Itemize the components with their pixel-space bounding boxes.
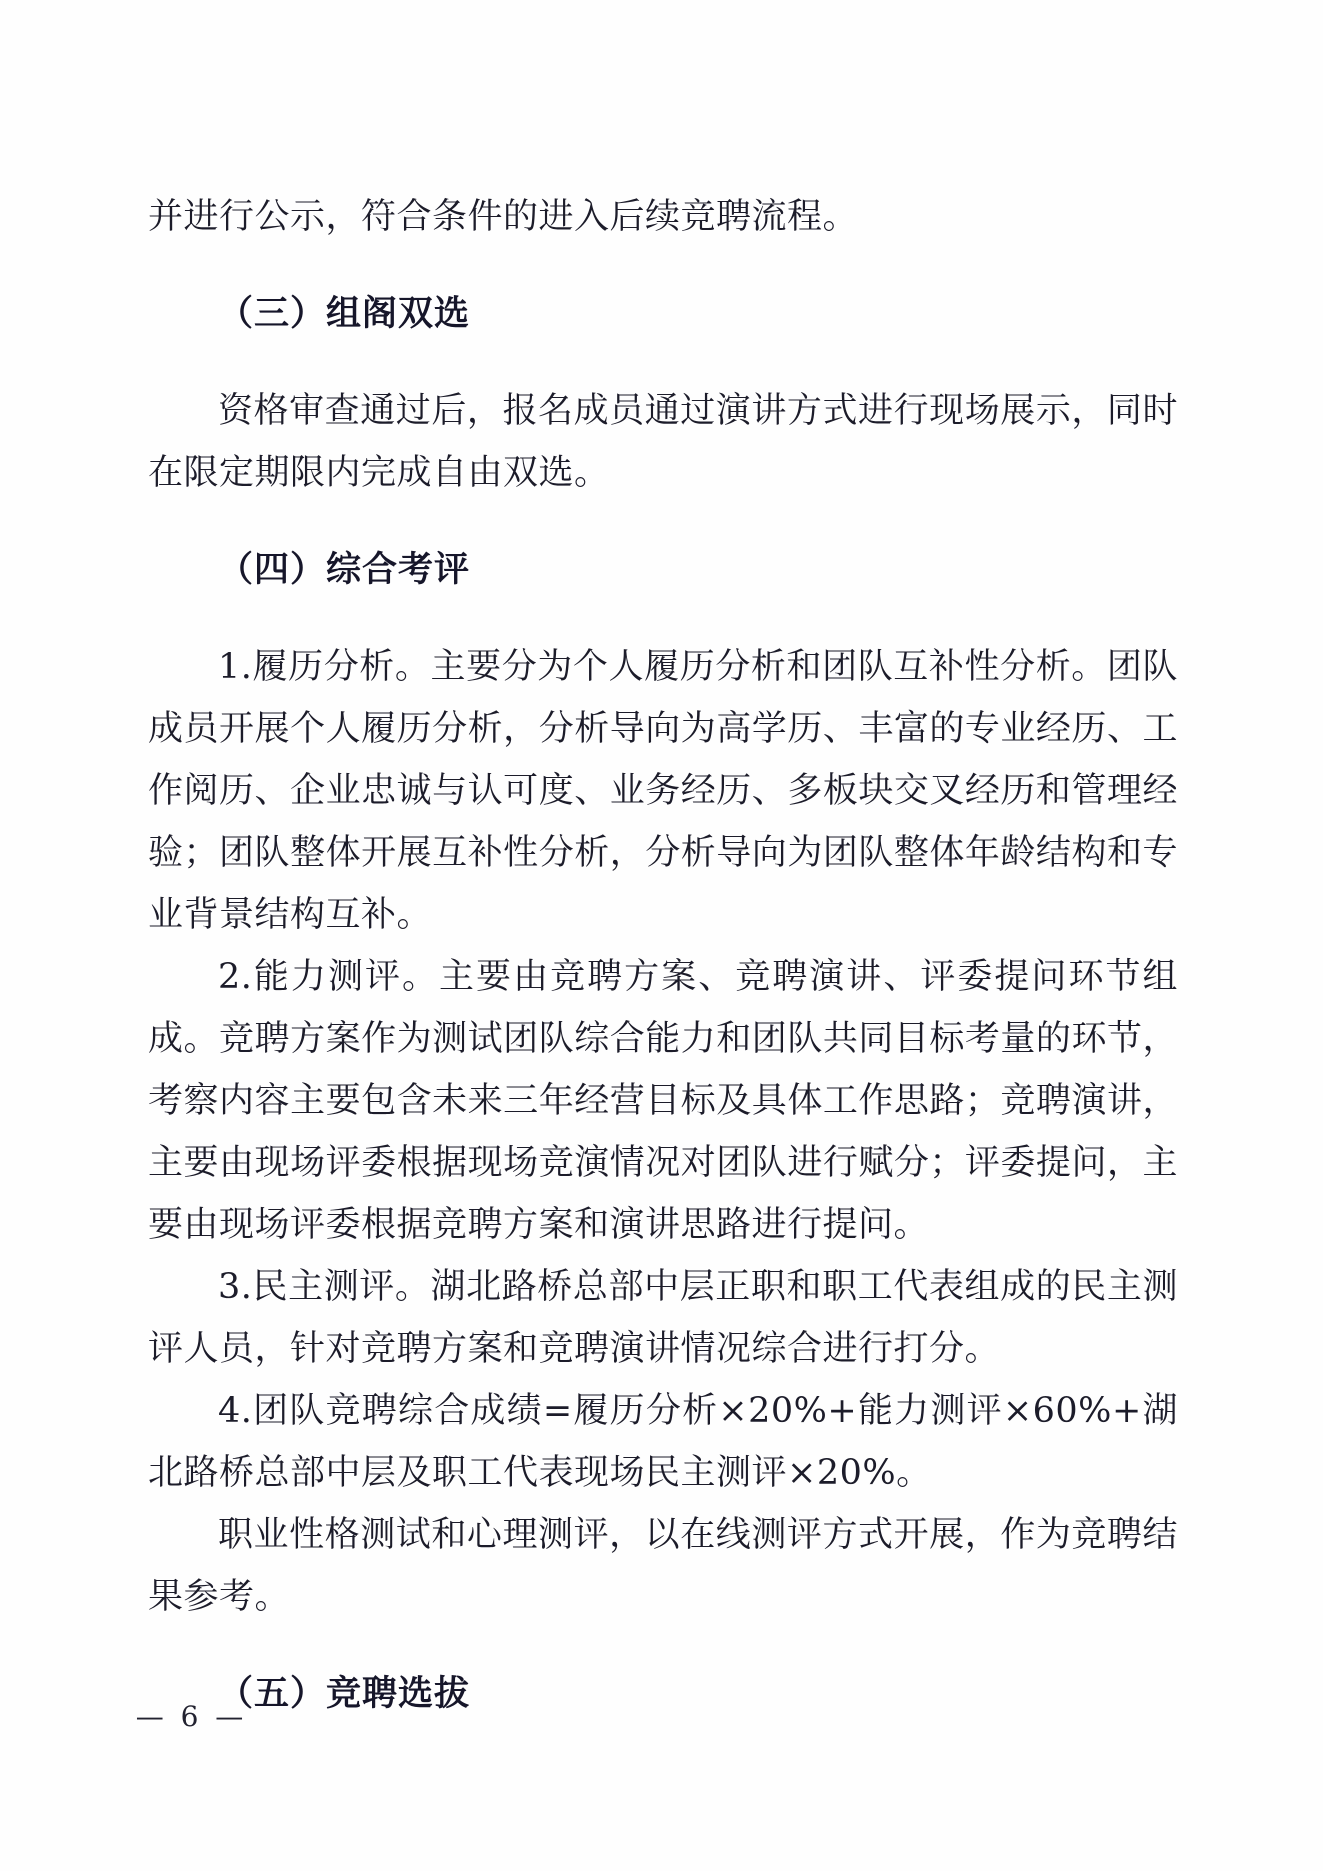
page-number: — 6 —	[135, 1700, 248, 1733]
paragraph-section-three-body: 资格审查通过后，报名成员通过演讲方式进行现场展示，同时在限定期限内完成自由双选。	[148, 391, 1178, 493]
page-footer	[0, 1700, 1323, 1733]
section-heading-four: （四）综合考评	[218, 549, 471, 590]
section-heading-three: （三）组阁双选	[218, 293, 471, 334]
paragraph-personality-test-note: 职业性格测试和心理测评，以在线测评方式开展，作为竞聘结果参考。	[148, 1515, 1178, 1617]
paragraph-item-1-resume-analysis: 1.履历分析。主要分为个人履历分析和团队互补性分析。团队成员开展个人履历分析，分析导向为高学历、丰富的专业经历、工作阅历、企业忠诚与认可度、业务经历、多板块交叉经历和管理经验；团队整体开展互补性分析，分析导向为团队整体年龄结构和专业背景结构互补。	[148, 647, 1178, 935]
document-body	[148, 186, 1178, 1760]
paragraph-item-4-score-formula: 4.团队竞聘综合成绩=履历分析×20%+能力测评×60%+湖北路桥总部中层及职工代表现场民主测评×20%。	[148, 1391, 1178, 1493]
paragraph-item-3-democratic-evaluation: 3.民主测评。湖北路桥总部中层正职和职工代表组成的民主测评人员，针对竞聘方案和竞聘演讲情况综合进行打分。	[148, 1267, 1178, 1369]
paragraph-item-2-ability-assessment: 2.能力测评。主要由竞聘方案、竞聘演讲、评委提问环节组成。竞聘方案作为测试团队综合能力和团队共同目标考量的环节，考察内容主要包含未来三年经营目标及具体工作思路；竞聘演讲，主要由现场评委根据现场竞演情况对团队进行赋分；评委提问，主要由现场评委根据竞聘方案和演讲思路进行提问。	[148, 957, 1178, 1245]
section-heading-five: （五）竞聘选拔	[218, 1673, 471, 1714]
paragraph-continuation: 并进行公示，符合条件的进入后续竞聘流程。	[148, 197, 859, 237]
